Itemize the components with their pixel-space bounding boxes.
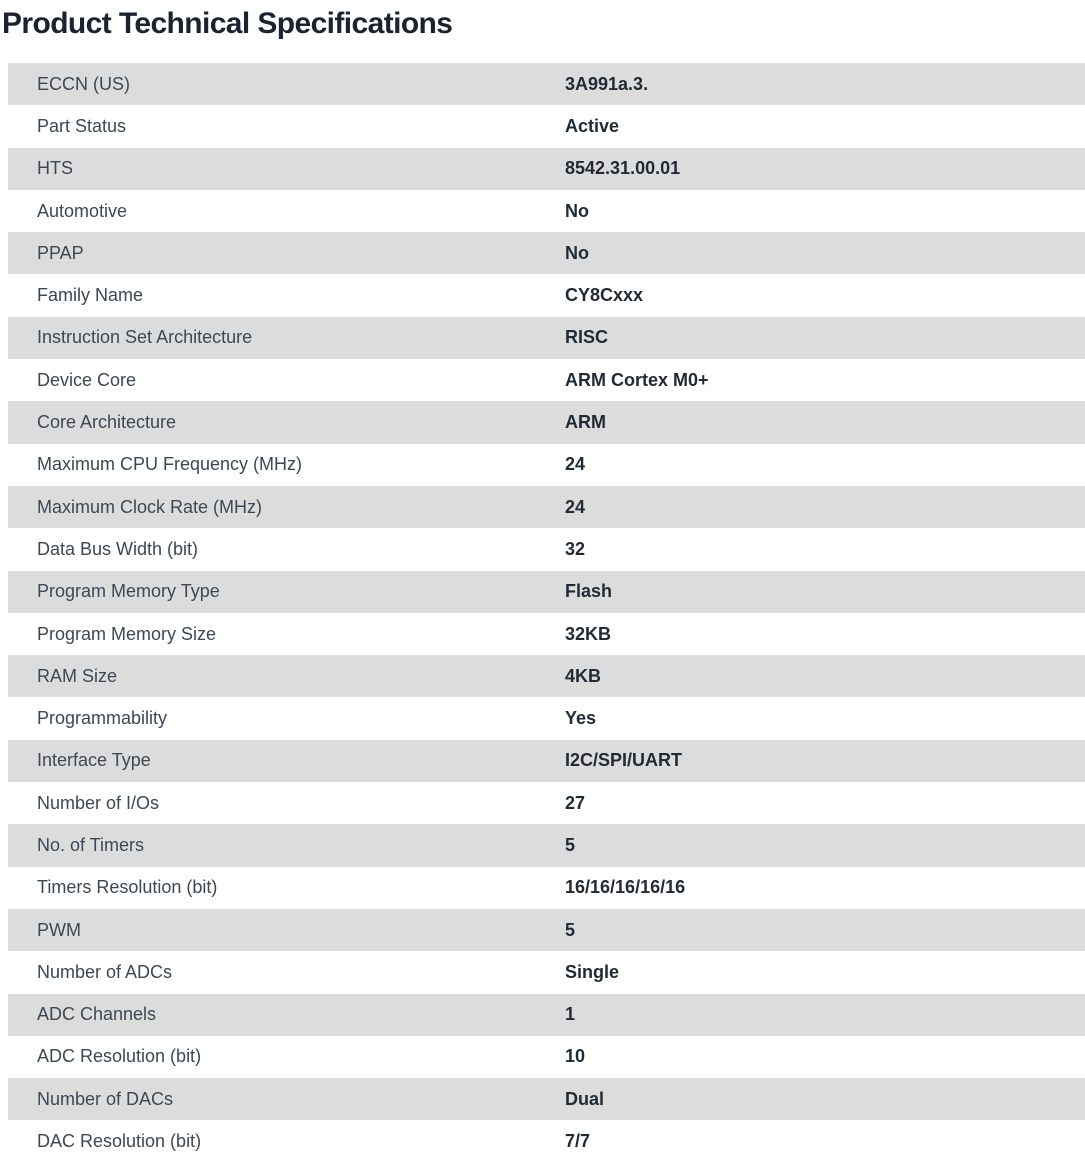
spec-label: Maximum CPU Frequency (MHz)	[37, 454, 303, 475]
spec-row-program-memory-size	[8, 613, 1085, 655]
spec-row-part-status	[8, 105, 1085, 147]
spec-value: 1	[565, 1004, 576, 1025]
spec-row-hts	[8, 148, 1085, 190]
spec-value: 32KB	[565, 623, 612, 644]
spec-label: DAC Resolution (bit)	[37, 1131, 202, 1152]
spec-label: Core Architecture	[37, 412, 177, 433]
spec-row-adc-resolution	[8, 1036, 1085, 1078]
spec-row-number-of-ios	[8, 782, 1085, 824]
spec-row-no-of-timers	[8, 824, 1085, 866]
spec-row-core-architecture	[8, 401, 1085, 443]
spec-value: No	[565, 242, 589, 263]
spec-label: Instruction Set Architecture	[37, 327, 253, 348]
spec-value: 4KB	[565, 665, 602, 686]
spec-value: 16/16/16/16/16	[565, 877, 686, 898]
spec-value: ARM	[565, 412, 606, 433]
spec-label: PPAP	[37, 242, 84, 263]
spec-row-pwm	[8, 909, 1085, 951]
spec-row-data-bus-width	[8, 528, 1085, 570]
spec-value: 3A991a.3.	[565, 73, 649, 94]
spec-value: Single	[565, 961, 620, 982]
spec-value: 5	[565, 834, 576, 855]
spec-label: ADC Resolution (bit)	[37, 1046, 202, 1067]
spec-row-programmability	[8, 697, 1085, 739]
spec-label: ADC Channels	[37, 1004, 157, 1025]
spec-value: Flash	[565, 581, 613, 602]
spec-label: Number of ADCs	[37, 961, 173, 982]
spec-label: Program Memory Size	[37, 623, 217, 644]
spec-row-adc-channels	[8, 994, 1085, 1036]
spec-label: HTS	[37, 158, 73, 179]
spec-label: Program Memory Type	[37, 581, 220, 602]
spec-value: 7/7	[565, 1131, 591, 1152]
spec-label: Part Status	[37, 115, 127, 136]
spec-row-device-core	[8, 359, 1085, 401]
page-title: Product Technical Specifications	[2, 7, 453, 40]
spec-value: Dual	[565, 1088, 605, 1109]
spec-label: RAM Size	[37, 665, 118, 686]
spec-row-number-of-dacs	[8, 1078, 1085, 1120]
spec-value: ARM Cortex M0+	[565, 369, 709, 390]
spec-row-ppap	[8, 232, 1085, 274]
spec-value: Yes	[565, 708, 597, 729]
spec-row-max-clock-rate	[8, 486, 1085, 528]
spec-label: ECCN (US)	[37, 73, 130, 94]
spec-value: 5	[565, 919, 576, 940]
spec-row-ram-size	[8, 655, 1085, 697]
spec-label: Family Name	[37, 285, 144, 306]
spec-label: Interface Type	[37, 750, 151, 771]
spec-label: Device Core	[37, 369, 137, 390]
spec-value: 32	[565, 538, 586, 559]
spec-label: No. of Timers	[37, 834, 145, 855]
spec-label: Number of DACs	[37, 1088, 174, 1109]
spec-value: I2C/SPI/UART	[565, 750, 683, 771]
spec-value: RISC	[565, 327, 609, 348]
spec-row-timers-resolution	[8, 867, 1085, 909]
spec-row-number-of-adcs	[8, 951, 1085, 993]
spec-row-dac-resolution	[8, 1120, 1085, 1162]
spec-row-max-cpu-frequency	[8, 444, 1085, 486]
spec-value: 24	[565, 454, 586, 475]
spec-value: 10	[565, 1046, 586, 1067]
spec-row-eccn	[8, 63, 1085, 105]
spec-value: 27	[565, 792, 586, 813]
spec-row-automotive	[8, 190, 1085, 232]
spec-table	[8, 63, 1085, 1163]
spec-row-program-memory-type	[8, 571, 1085, 613]
spec-label: Programmability	[37, 708, 168, 729]
spec-label: Maximum Clock Rate (MHz)	[37, 496, 263, 517]
spec-value: 8542.31.00.01	[565, 158, 681, 179]
spec-row-family-name	[8, 274, 1085, 316]
spec-row-instruction-set	[8, 317, 1085, 359]
spec-label: PWM	[37, 919, 81, 940]
spec-label: Number of I/Os	[37, 792, 160, 813]
spec-value: No	[565, 200, 589, 221]
spec-value: Active	[565, 115, 620, 136]
spec-label: Automotive	[37, 200, 128, 221]
spec-value: 24	[565, 496, 586, 517]
spec-value: CY8Cxxx	[565, 285, 644, 306]
spec-label: Data Bus Width (bit)	[37, 538, 199, 559]
spec-label: Timers Resolution (bit)	[37, 877, 218, 898]
spec-row-interface-type	[8, 740, 1085, 782]
